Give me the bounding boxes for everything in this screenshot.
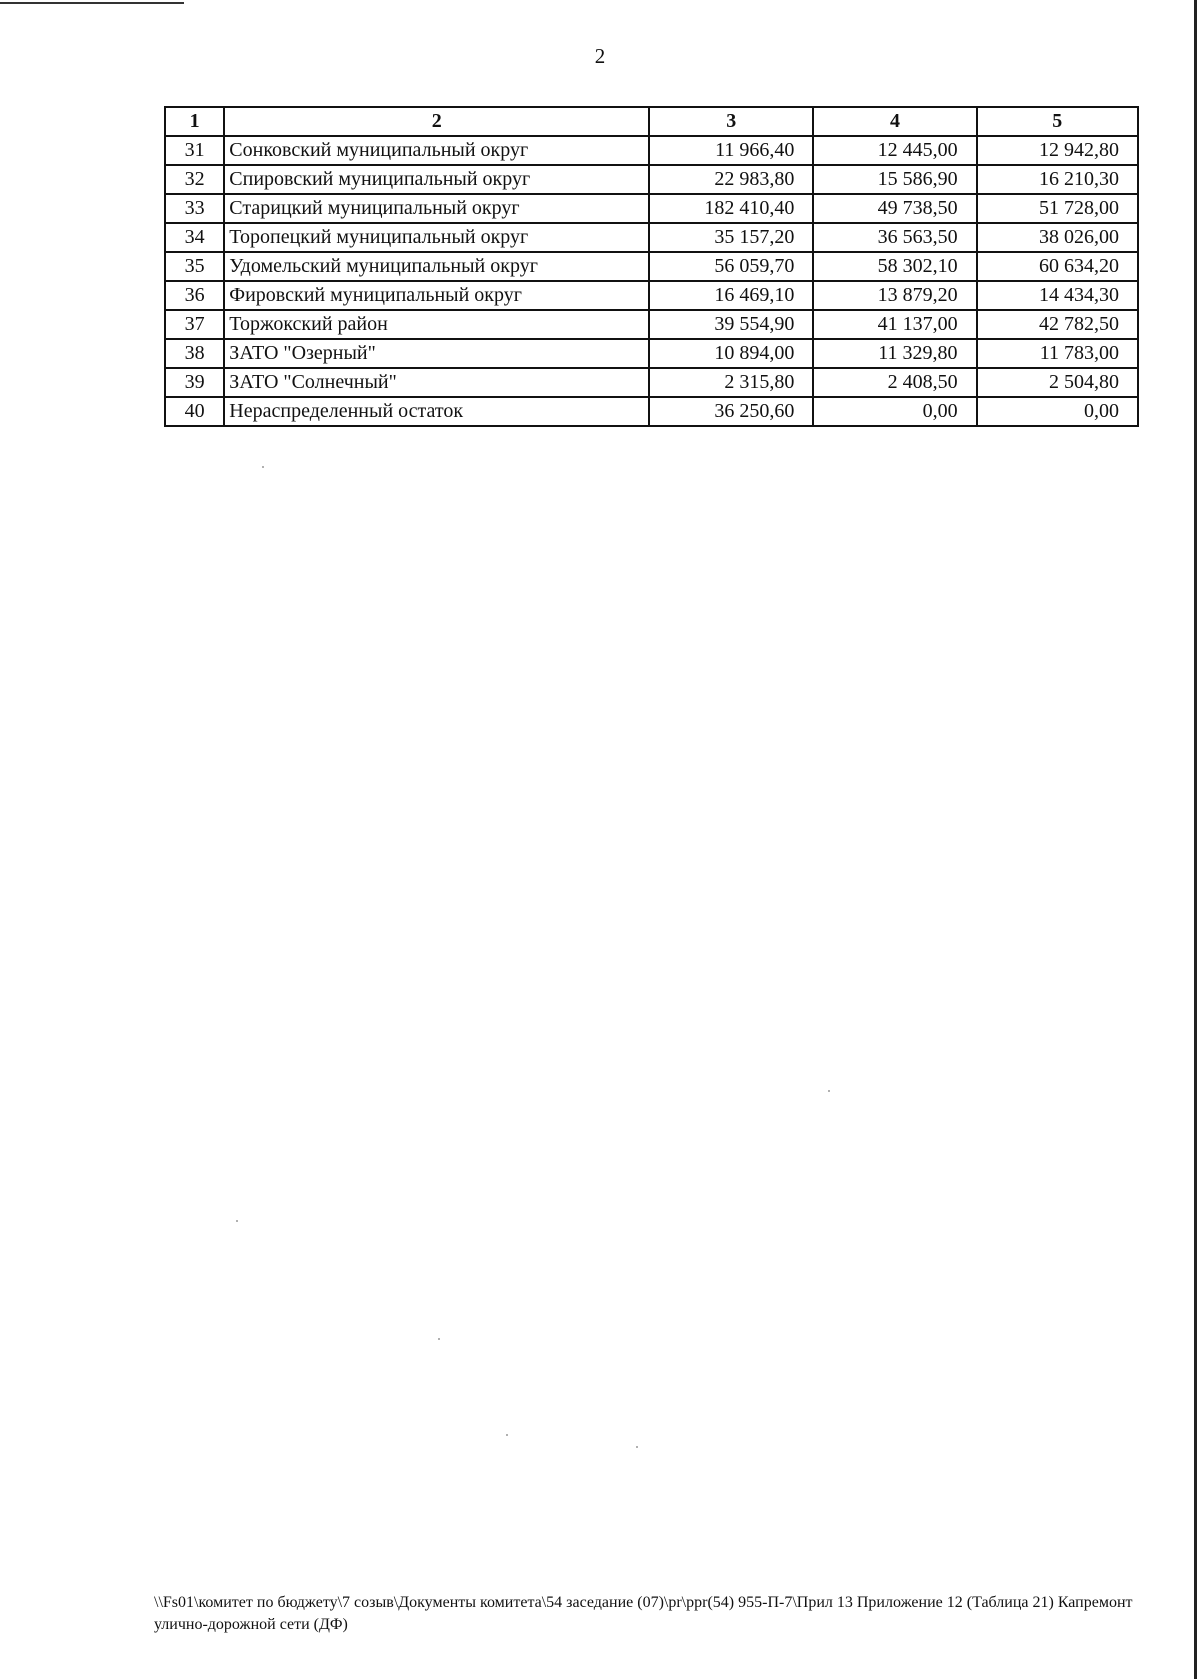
scan-speck [636, 1446, 638, 1448]
municipality-name: Сонковский муниципальный округ [224, 136, 649, 165]
value-col-4: 49 738,50 [813, 194, 976, 223]
value-col-4: 36 563,50 [813, 223, 976, 252]
value-col-3: 10 894,00 [649, 339, 813, 368]
value-col-5: 14 434,30 [977, 281, 1138, 310]
value-col-4: 41 137,00 [813, 310, 976, 339]
municipality-name: Спировский муниципальный округ [224, 165, 649, 194]
row-number: 36 [165, 281, 224, 310]
row-number: 31 [165, 136, 224, 165]
municipality-name: Торопецкий муниципальный округ [224, 223, 649, 252]
municipality-name: Удомельский муниципальный округ [224, 252, 649, 281]
value-col-5: 38 026,00 [977, 223, 1138, 252]
value-col-4: 11 329,80 [813, 339, 976, 368]
value-col-3: 11 966,40 [649, 136, 813, 165]
file-path-footer [154, 1592, 1154, 1635]
municipality-name: Старицкий муниципальный округ [224, 194, 649, 223]
table-header-row [165, 107, 1138, 136]
table-row [165, 136, 1138, 165]
scan-speck [262, 466, 264, 468]
value-col-5: 42 782,50 [977, 310, 1138, 339]
row-number: 33 [165, 194, 224, 223]
value-col-4: 12 445,00 [813, 136, 976, 165]
table-row [165, 223, 1138, 252]
value-col-5: 51 728,00 [977, 194, 1138, 223]
value-col-4: 58 302,10 [813, 252, 976, 281]
municipality-name: ЗАТО "Озерный" [224, 339, 649, 368]
value-col-3: 39 554,90 [649, 310, 813, 339]
table-row [165, 339, 1138, 368]
footer-line-1: \\Fs01\комитет по бюджету\7 созыв\Документы комитета\54 заседание (07)\pr\ppr(54) 955-П-7\Прил 13 Приложение 12 (Таблица 21) Капремонт [154, 1594, 1133, 1611]
row-number: 34 [165, 223, 224, 252]
scan-edge-top [0, 2, 184, 4]
value-col-4: 0,00 [813, 397, 976, 426]
column-header-4: 4 [813, 107, 976, 136]
table-row [165, 368, 1138, 397]
scan-speck [236, 1220, 238, 1222]
column-header-5: 5 [977, 107, 1138, 136]
value-col-3: 35 157,20 [649, 223, 813, 252]
column-header-3: 3 [649, 107, 813, 136]
row-number: 39 [165, 368, 224, 397]
row-number: 35 [165, 252, 224, 281]
municipality-name: Фировский муниципальный округ [224, 281, 649, 310]
value-col-4: 13 879,20 [813, 281, 976, 310]
municipality-name: ЗАТО "Солнечный" [224, 368, 649, 397]
value-col-3: 182 410,40 [649, 194, 813, 223]
value-col-5: 2 504,80 [977, 368, 1138, 397]
value-col-4: 15 586,90 [813, 165, 976, 194]
value-col-3: 16 469,10 [649, 281, 813, 310]
page-number: 2 [594, 44, 606, 68]
table-row [165, 397, 1138, 426]
row-number: 38 [165, 339, 224, 368]
value-col-5: 11 783,00 [977, 339, 1138, 368]
value-col-5: 0,00 [977, 397, 1138, 426]
value-col-5: 60 634,20 [977, 252, 1138, 281]
scan-speck [438, 1338, 440, 1340]
table-row [165, 165, 1138, 194]
value-col-3: 36 250,60 [649, 397, 813, 426]
footer-line-2: улично-дорожной сети (ДФ) [154, 1615, 348, 1633]
table-row [165, 281, 1138, 310]
row-number: 40 [165, 397, 224, 426]
value-col-3: 2 315,80 [649, 368, 813, 397]
column-header-2: 2 [224, 107, 649, 136]
value-col-3: 56 059,70 [649, 252, 813, 281]
column-header-1: 1 [165, 107, 224, 136]
row-number: 37 [165, 310, 224, 339]
value-col-5: 16 210,30 [977, 165, 1138, 194]
scan-edge-right [1194, 0, 1197, 1679]
value-col-3: 22 983,80 [649, 165, 813, 194]
row-number: 32 [165, 165, 224, 194]
scan-speck [828, 1090, 830, 1092]
value-col-5: 12 942,80 [977, 136, 1138, 165]
municipality-name: Торжокский район [224, 310, 649, 339]
scan-speck [506, 1434, 508, 1436]
municipality-name: Нераспределенный остаток [224, 397, 649, 426]
table-row [165, 194, 1138, 223]
table-row [165, 252, 1138, 281]
table-row [165, 310, 1138, 339]
value-col-4: 2 408,50 [813, 368, 976, 397]
budget-table [164, 106, 1139, 427]
